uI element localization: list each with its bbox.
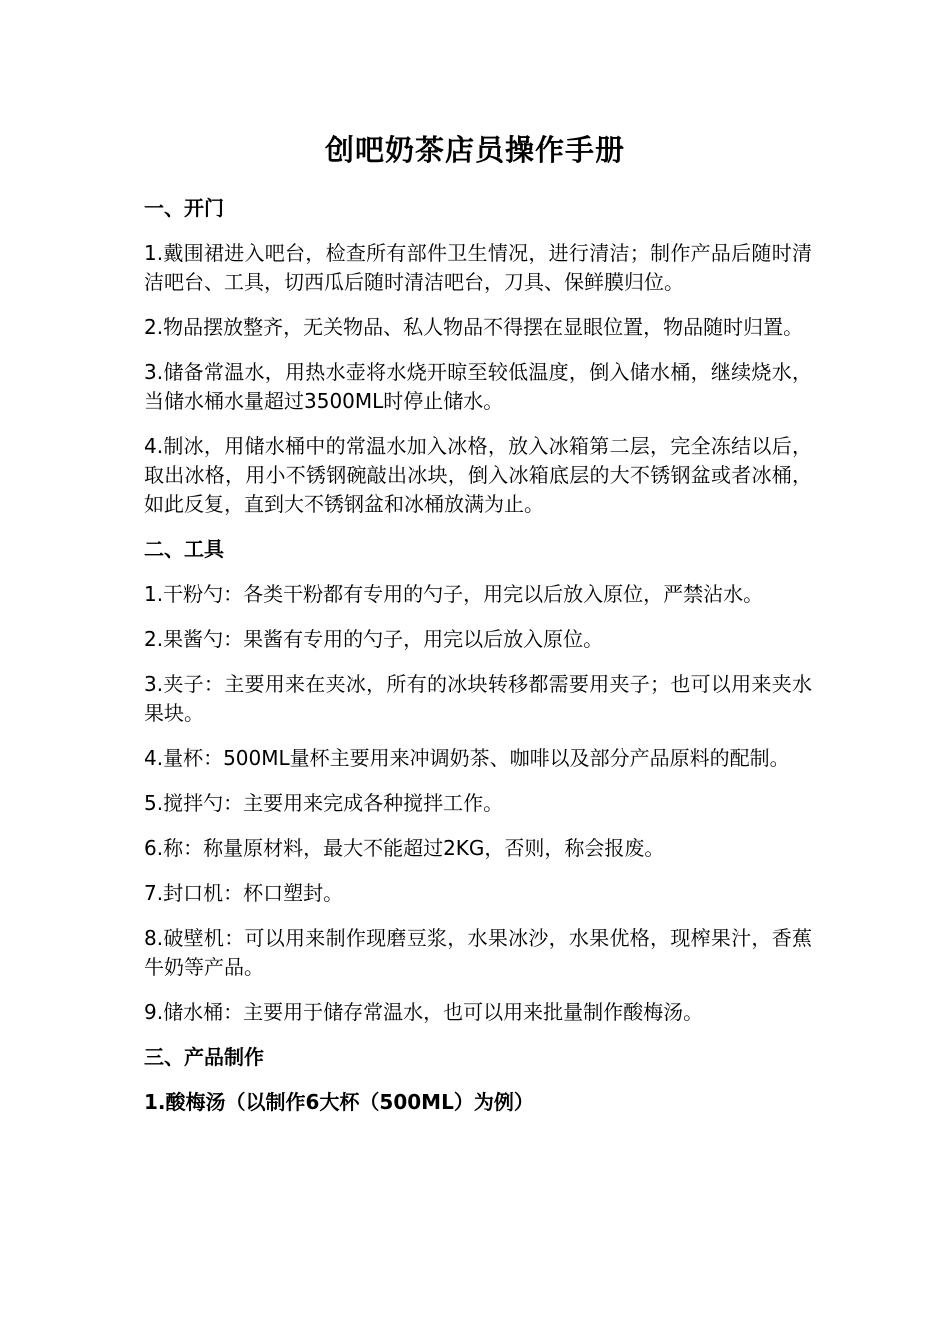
paragraph: 2.物品摆放整齐，无关物品、私人物品不得摆在显眼位置，物品随时归置。	[144, 315, 804, 339]
paragraph: 1.戴围裙进入吧台，检查所有部件卫生情况，进行清洁；制作产品后随时清洁吧台、工具，切西瓜后随时清洁吧台，刀具、保鲜膜归位。	[144, 241, 812, 294]
paragraph: 5.搅拌勺：主要用来完成各种搅拌工作。	[144, 791, 504, 815]
paragraph: 4.制冰，用储水桶中的常温水加入冰格，放入冰箱第二层，完全冻结以后，取出冰格，用小不锈钢碗敲出冰块，倒入冰箱底层的大不锈钢盆或者冰桶，如此反复，直到大不锈钢盆和冰桶放满为止。	[144, 434, 812, 516]
paragraph: 6.称：称量原材料，最大不能超过2KG，否则，称会报废。	[144, 836, 665, 860]
section-heading-open: 一、开门	[144, 196, 224, 220]
paragraph: 1.干粉勺：各类干粉都有专用的勺子，用完以后放入原位，严禁沾水。	[144, 582, 764, 606]
section-heading-tools: 二、工具	[144, 537, 224, 561]
document-body	[144, 194, 812, 1133]
paragraph: 8.破壁机：可以用来制作现磨豆浆，水果冰沙，水果优格，现榨果汁，香蕉牛奶等产品。	[144, 926, 812, 979]
paragraph: 9.储水桶：主要用于储存常温水，也可以用来批量制作酸梅汤。	[144, 1000, 704, 1024]
paragraph: 7.封口机：杯口塑封。	[144, 881, 344, 905]
document-title: 创吧奶茶店员操作手册	[324, 133, 625, 167]
paragraph: 3.储备常温水，用热水壶将水烧开晾至较低温度，倒入储水桶，继续烧水，当储水桶水量超过3500ML时停止储水。	[144, 360, 812, 413]
section-heading-production: 三、产品制作	[144, 1045, 264, 1069]
subsection-heading: 1.酸梅汤（以制作6大杯（500ML）为例）	[144, 1090, 534, 1114]
paragraph: 4.量杯：500ML量杯主要用来冲调奶茶、咖啡以及部分产品原料的配制。	[144, 746, 790, 770]
paragraph: 3.夹子：主要用来在夹冰，所有的冰块转移都需要用夹子；也可以用来夹水果块。	[144, 672, 812, 725]
paragraph: 2.果酱勺：果酱有专用的勺子，用完以后放入原位。	[144, 627, 604, 651]
